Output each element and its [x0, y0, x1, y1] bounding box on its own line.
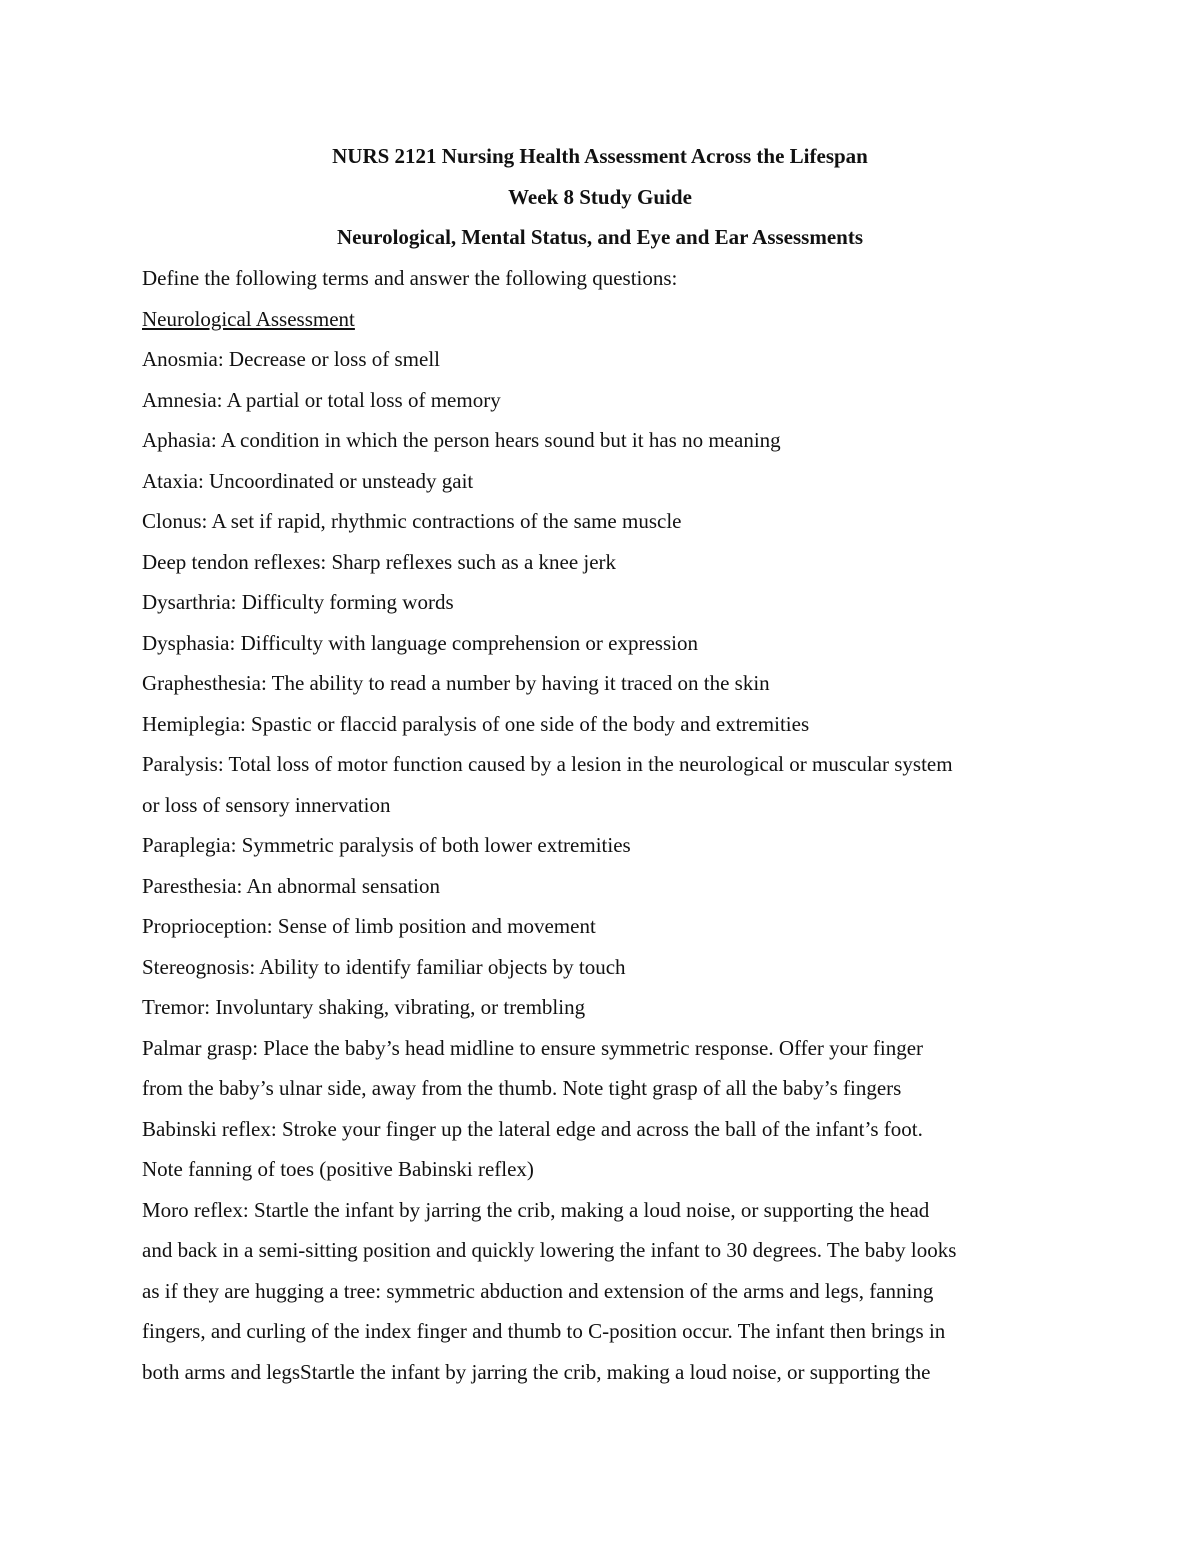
text-line: Moro reflex: Startle the infant by jarring the crib, making a loud noise, or supporting the head — [142, 1197, 930, 1222]
text-line: Palmar grasp: Place the baby’s head midline to ensure symmetric response. Offer your finger — [142, 1035, 924, 1060]
text-line: Tremor: Involuntary shaking, vibrating, or trembling — [142, 995, 586, 1019]
text-line: Hemiplegia: Spastic or flaccid paralysis of one side of the body and extremities — [142, 711, 810, 736]
text-line: both arms and legsStartle the infant by jarring the crib, making a loud noise, or supporting the — [142, 1359, 931, 1384]
text-line: Stereognosis: Ability to identify familiar objects by touch — [142, 954, 626, 979]
text-line: Note fanning of toes (positive Babinski reflex) — [142, 1157, 534, 1181]
document-body — [142, 258, 1062, 1392]
text-line: Dysarthria: Difficulty forming words — [142, 590, 454, 614]
text-line: Proprioception: Sense of limb position and movement — [142, 914, 596, 938]
guide-title: Week 8 Study Guide — [508, 184, 692, 209]
instructions: Define the following terms and answer the following questions: — [142, 266, 678, 290]
document-header — [0, 136, 1200, 258]
text-line: fingers, and curling of the index finger and thumb to C-position occur. The infant then brings in — [142, 1319, 946, 1343]
text-line: Paresthesia: An abnormal sensation — [142, 873, 441, 898]
text-line: or loss of sensory innervation — [142, 792, 391, 817]
text-line: Babinski reflex: Stroke your finger up the lateral edge and across the ball of the infant’s foot. — [142, 1116, 923, 1141]
text-line: Aphasia: A condition in which the person hears sound but it has no meaning — [142, 428, 781, 452]
definition-list — [142, 339, 1062, 1392]
text-line: and back in a semi-sitting position and quickly lowering the infant to 30 degrees. The baby looks — [142, 1238, 957, 1262]
text-line: Deep tendon reflexes: Sharp reflexes such as a knee jerk — [142, 549, 617, 574]
section-heading: Neurological Assessment — [142, 306, 355, 331]
text-line: Graphesthesia: The ability to read a number by having it traced on the skin — [142, 671, 770, 695]
text-line: Anosmia: Decrease or loss of smell — [142, 347, 441, 371]
text-line: as if they are hugging a tree: symmetric abduction and extension of the arms and legs, fanning — [142, 1278, 934, 1303]
text-line: Ataxia: Uncoordinated or unsteady gait — [142, 468, 474, 493]
text-line: Paralysis: Total loss of motor function caused by a lesion in the neurological or muscular system — [142, 752, 953, 776]
text-line: Amnesia: A partial or total loss of memory — [142, 387, 501, 412]
text-line: Dysphasia: Difficulty with language comprehension or expression — [142, 630, 698, 655]
course-title: NURS 2121 Nursing Health Assessment Across the Lifespan — [332, 144, 868, 168]
topic-title: Neurological, Mental Status, and Eye and Ear Assessments — [336, 225, 863, 250]
text-line: Paraplegia: Symmetric paralysis of both lower extremities — [142, 833, 631, 857]
text-line: from the baby’s ulnar side, away from the thumb. Note tight grasp of all the baby’s fingers — [142, 1076, 902, 1100]
text-line: Clonus: A set if rapid, rhythmic contractions of the same muscle — [142, 509, 682, 533]
